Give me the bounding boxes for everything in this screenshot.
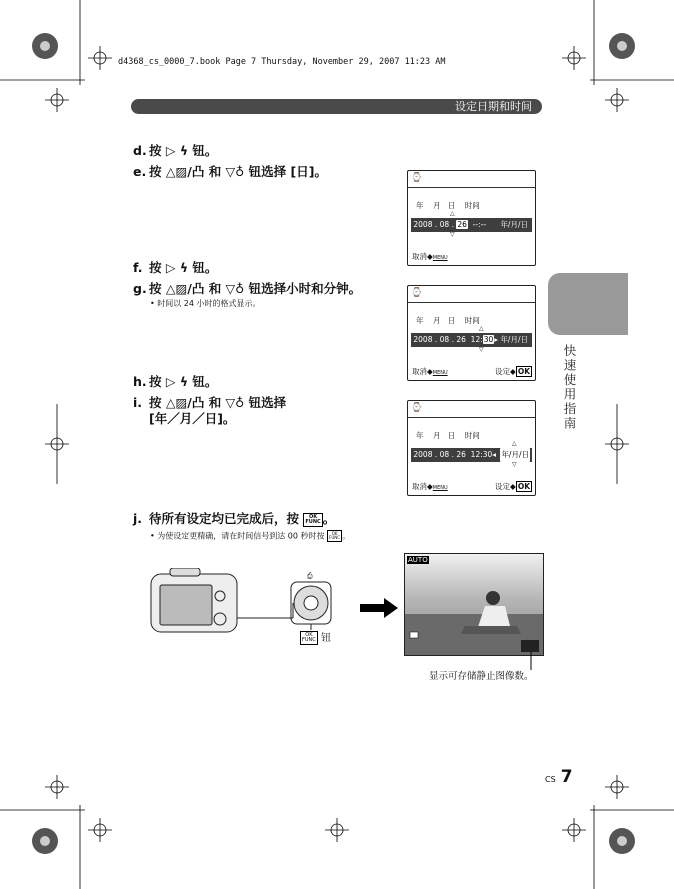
svg-text:⎙: ⎙ [307, 572, 313, 580]
ok-func-icon-small: OK FUNC [329, 531, 341, 540]
section-banner: 设定日期和时间 [131, 99, 542, 114]
up-arrow-icon: △ [450, 210, 455, 217]
lcd-screen-day [407, 170, 536, 266]
lcd-date-bar: 2008 . 08 . 26 12:30▸ 年/月/日 [411, 333, 532, 347]
step-g: g. 按 △▨/凸 和 ▽♁ 钮选择小时和分钟。 [133, 281, 362, 296]
ok-func-icon: OK FUNC [305, 513, 321, 525]
lcd-footer: 取消◆MENU 设定◆ OK [412, 482, 530, 491]
mode-indicator: AUTO [408, 556, 428, 564]
step-f: f. 按 ▷ ϟ 钮。 [133, 260, 218, 275]
arrow-right-icon [360, 596, 400, 620]
lcd-column-labels: 年 月 日 时间 [416, 431, 480, 440]
file-info-line: d4368_cs_0000_7.book Page 7 Thursday, November 29, 2007 11:23 AM [118, 57, 446, 67]
lcd-date-bar: 2008 . 08 . 26 12:30◂ 年/月/日 [411, 448, 532, 462]
photo-caption: 显示可存储静止图像数。 [429, 671, 534, 682]
step-i-line2: [年／月／日]。 [149, 411, 236, 426]
minute-field: 30 [483, 335, 494, 344]
step-d: d. 按 ▷ ϟ 钮。 [133, 143, 218, 158]
lcd-footer: 取消◆MENU 设定◆ OK [412, 367, 530, 376]
lcd-header [408, 171, 535, 188]
lcd-column-labels: 年 月 日 时间 [416, 316, 480, 325]
step-j-note: • 为使设定更精确，请在时间信号到达 00 秒时按 OK FUNC 。 [150, 531, 351, 541]
step-h: h. 按 ▷ ϟ 钮。 [133, 374, 218, 389]
step-g-note: • 时间以 24 小时的格式显示。 [150, 299, 261, 308]
page-number: CS 7 [545, 767, 573, 787]
day-field: 26 [457, 220, 467, 229]
lcd-footer: 取消◆MENU [412, 252, 448, 261]
side-tab-label: 快速使用指南 [562, 344, 577, 431]
lcd-header [408, 286, 535, 303]
lcd-date-bar: 2008 . 08 . 26 --:-- 年/月/日 [411, 218, 532, 232]
step-i: i. 按 △▨/凸 和 ▽♁ 钮选择 [133, 395, 287, 410]
format-field: 年/月/日 [500, 448, 530, 462]
lcd-column-labels: 年 月 日 时间 [416, 201, 480, 210]
lcd-screen-time [407, 285, 536, 381]
lcd-header [408, 401, 535, 418]
clock-icon: ⌚ [411, 173, 423, 183]
down-arrow-icon: ▽ [479, 346, 484, 353]
ok-button-callout: OK FUNC 钮 [302, 632, 331, 644]
step-e: e. 按 △▨/凸 和 ▽♁ 钮选择 [日]。 [133, 164, 327, 179]
clock-icon: ⌚ [411, 403, 423, 413]
lcd-screen-format [407, 400, 536, 496]
photo-scene [405, 554, 543, 655]
up-arrow-icon: △ [479, 325, 484, 332]
down-arrow-icon: ▽ [512, 461, 517, 468]
clock-icon: ⌚ [411, 288, 423, 298]
up-arrow-icon: △ [512, 440, 517, 447]
side-tab [548, 273, 628, 335]
down-arrow-icon: ▽ [450, 231, 455, 238]
camera-illustration [148, 568, 388, 668]
step-j: j. 待所有设定均已完成后，按 OK FUNC 。 [133, 511, 336, 526]
ok-func-icon-callout: OK FUNC [302, 632, 316, 643]
photo-preview [404, 553, 544, 656]
